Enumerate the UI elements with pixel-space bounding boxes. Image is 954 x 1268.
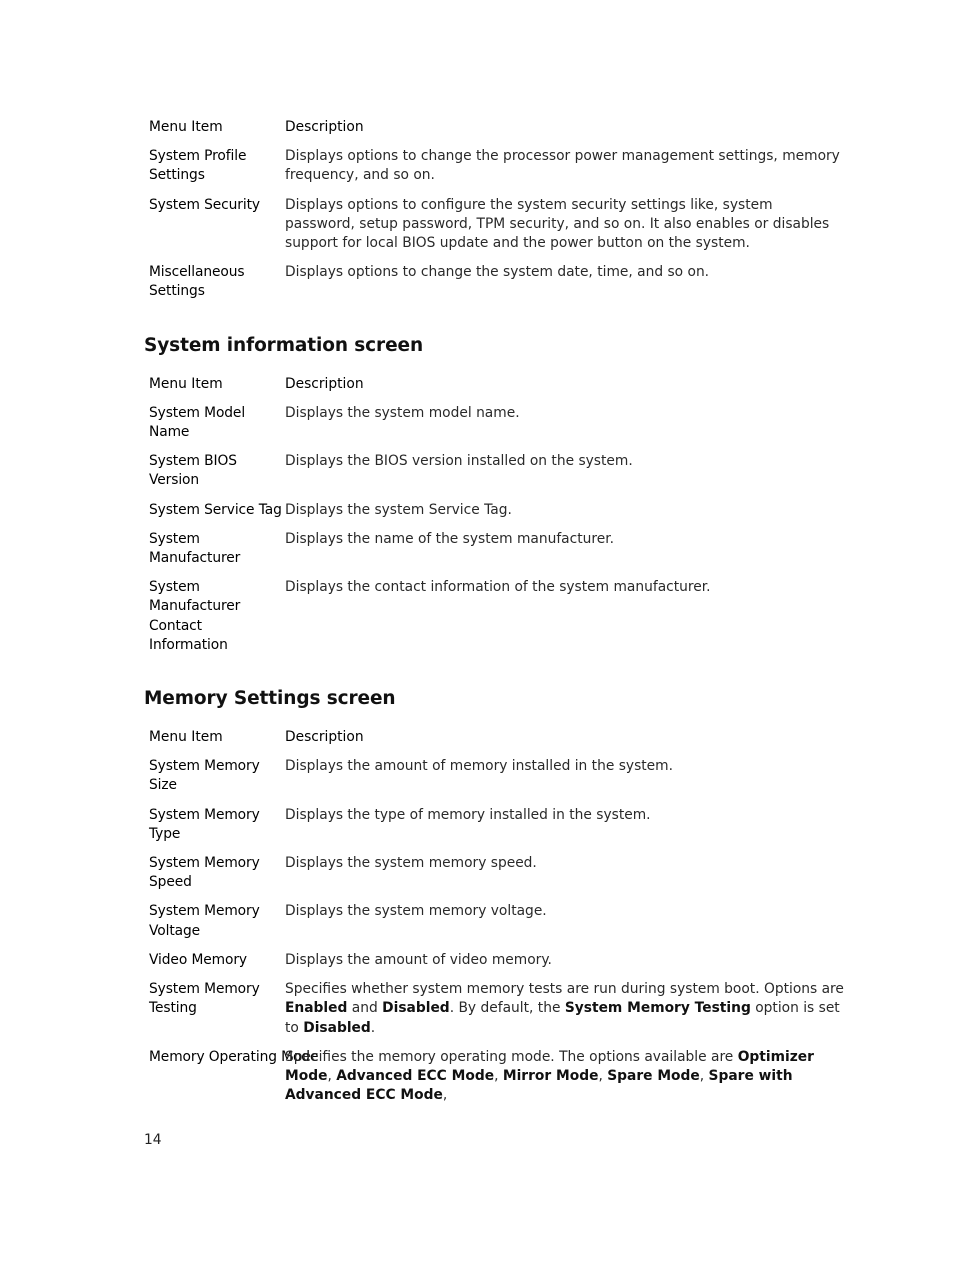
table-header-row — [144, 118, 844, 147]
menu-item-name: System Memory Size — [149, 758, 260, 794]
table-row — [144, 980, 844, 1048]
column-header-menu-item: Menu Item — [149, 729, 223, 746]
default-value: Disabled — [303, 1019, 371, 1036]
separator: , — [327, 1067, 337, 1084]
column-header-description: Description — [285, 729, 364, 746]
table-header-row — [144, 375, 844, 404]
menu-item-name: System Memory Type — [149, 806, 260, 842]
table-row — [144, 452, 844, 500]
system-information-table — [144, 375, 844, 665]
option-value-disabled: Disabled — [382, 1000, 450, 1017]
table-row — [144, 530, 844, 578]
memory-settings-table — [144, 728, 844, 1115]
description-text: option is set to — [285, 1000, 840, 1036]
section-heading-memory-settings: Memory Settings screen — [144, 688, 396, 710]
table-row — [144, 1048, 844, 1116]
option-value-enabled: Enabled — [285, 1000, 348, 1017]
table-header-row — [144, 728, 844, 757]
menu-item-description — [280, 1048, 844, 1116]
menu-item-description: Displays options to configure the system security settings like, system password, setup password, TPM security, and so on. It also enables or disables support for local BIOS update and the power button on the system. — [285, 196, 830, 252]
section-heading-system-information: System information screen — [144, 334, 424, 356]
option-value: Optimizer Mode — [285, 1048, 814, 1084]
menu-item-name: System Memory Speed — [149, 855, 260, 891]
table-row — [144, 806, 844, 854]
column-header-description: Description — [285, 119, 364, 135]
menu-item-name: System Manufacturer — [149, 530, 241, 567]
menu-item-description: Displays the system memory speed. — [285, 855, 537, 872]
page-number: 14 — [144, 1132, 162, 1148]
table-row — [144, 854, 844, 902]
table-row — [144, 902, 844, 950]
menu-item-description — [280, 980, 844, 1048]
separator: , — [494, 1067, 503, 1084]
option-value: Mirror Mode — [502, 1067, 599, 1084]
separator: , — [598, 1067, 608, 1084]
menu-item-name: System Manufacturer Contact Information — [149, 579, 241, 653]
menu-item-description: Displays options to change the system date, time, and so on. — [285, 264, 710, 281]
column-header-description: Description — [285, 375, 364, 392]
menu-item-description: Displays the system model name. — [285, 404, 520, 421]
menu-item-name: Miscellaneous Settings — [149, 264, 245, 300]
menu-item-name: System Security — [149, 196, 260, 213]
menu-item-name: Memory Operating Mode — [149, 1048, 319, 1065]
description-text: Specifies the memory operating mode. The options available are — [285, 1048, 738, 1065]
menu-item-description: Displays the amount of memory installed in the system. — [285, 758, 673, 775]
menu-item-name: Video Memory — [149, 951, 247, 968]
description-text: . — [370, 1019, 376, 1036]
table-row — [144, 263, 844, 311]
menu-item-description: Displays options to change the processor power management settings, memory frequency, and so on. — [285, 148, 840, 184]
table-row — [144, 196, 844, 264]
column-header-menu-item: Menu Item — [149, 119, 223, 135]
menu-item-name: System Memory Testing — [149, 981, 260, 1017]
description-text: Specifies whether system memory tests are run during system boot. Options are — [285, 981, 844, 998]
table-row — [144, 147, 844, 195]
menu-item-name: System Memory Voltage — [149, 903, 260, 939]
page-content — [144, 118, 844, 1115]
table-row — [144, 404, 844, 452]
description-text: and — [347, 1000, 383, 1017]
table-row — [144, 951, 844, 980]
menu-item-description: Displays the system Service Tag. — [285, 501, 512, 518]
menu-item-description: Displays the name of the system manufacturer. — [285, 530, 615, 547]
column-header-menu-item: Menu Item — [149, 375, 223, 392]
option-value: Advanced ECC Mode — [336, 1067, 495, 1084]
menu-item-description: Displays the amount of video memory. — [285, 951, 552, 968]
table-row — [144, 757, 844, 805]
separator: , — [699, 1067, 709, 1084]
option-name: System Memory Testing — [564, 1000, 751, 1017]
separator: , — [442, 1087, 448, 1104]
menu-item-name: System BIOS Version — [149, 453, 237, 489]
option-value: Spare Mode — [607, 1067, 700, 1084]
menu-item-name: System Model Name — [149, 404, 246, 441]
menu-item-description: Displays the BIOS version installed on the system. — [285, 453, 633, 470]
general-settings-table — [144, 118, 844, 312]
menu-item-name: System Profile Settings — [149, 148, 247, 184]
table-row — [144, 501, 844, 530]
menu-item-description: Displays the contact information of the system manufacturer. — [285, 579, 711, 596]
menu-item-description: Displays the system memory voltage. — [285, 903, 547, 920]
menu-item-name: System Service Tag — [149, 501, 282, 518]
description-text: . By default, the — [449, 1000, 565, 1017]
option-value: Spare with Advanced ECC Mode — [285, 1067, 793, 1104]
table-row — [144, 578, 844, 665]
menu-item-description: Displays the type of memory installed in the system. — [285, 806, 651, 823]
